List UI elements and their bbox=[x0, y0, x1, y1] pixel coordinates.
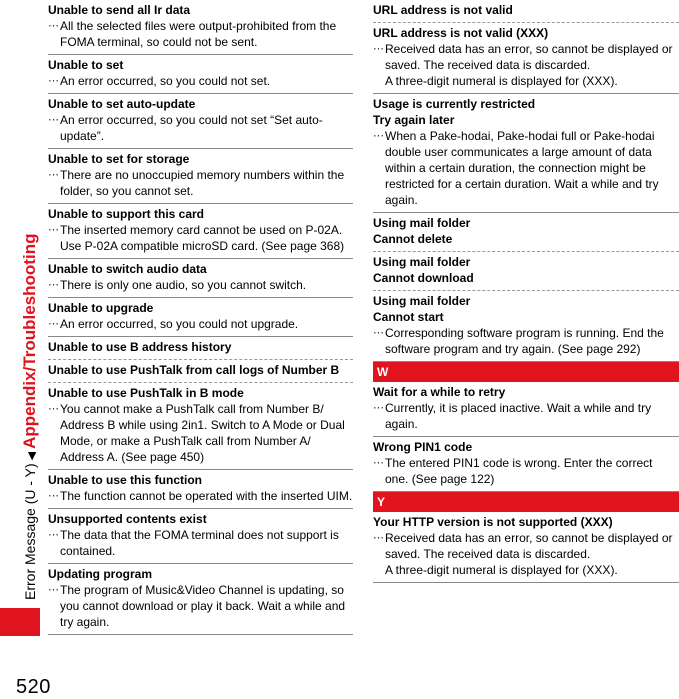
description-line: ⋯ There is only one audio, so you cannot switch. bbox=[60, 278, 307, 292]
entry bbox=[373, 382, 679, 437]
side-tab bbox=[0, 0, 51, 698]
entry bbox=[48, 94, 353, 149]
description-line: ⋯ An error occurred, so you could not set “Set auto-update”. bbox=[60, 113, 323, 143]
entry-title: URL address is not valid (XXX) bbox=[373, 26, 549, 40]
description-line: ⋯ Received data has an error, so cannot be displayed or saved. The received data is discarded. bbox=[385, 42, 673, 72]
entry-title: Unable to support this card bbox=[48, 207, 205, 221]
entry-description bbox=[373, 325, 679, 357]
side-red-bar bbox=[0, 608, 40, 636]
left-column bbox=[48, 0, 353, 635]
entry-title: Unable to send all Ir data bbox=[48, 3, 191, 17]
entry bbox=[48, 204, 353, 259]
entry bbox=[48, 55, 353, 94]
entry-title: Unable to switch audio data bbox=[48, 262, 207, 276]
description-line: ⋯ An error occurred, so you could not upgrade. bbox=[60, 317, 299, 331]
entry-title: Cannot delete bbox=[373, 232, 453, 246]
description-line: ⋯ You cannot make a PushTalk call from Number B/ Address B while using 2in1. Switch to A Mode or Dual Mode, or make a PushTalk call from Number A/ Address A. (See page 450) bbox=[60, 402, 345, 464]
entry-title: Unable to use PushTalk from call logs of Number B bbox=[48, 363, 340, 377]
entry-title: Using mail folder bbox=[373, 294, 471, 308]
description-line: ⋯ Received data has an error, so cannot be displayed or saved. The received data is discarded. bbox=[385, 531, 673, 561]
entry-description bbox=[373, 400, 679, 432]
right-column bbox=[373, 0, 679, 583]
entry-description bbox=[48, 112, 353, 144]
entry-title: Unable to use PushTalk in B mode bbox=[48, 386, 244, 400]
entry-description bbox=[48, 18, 353, 50]
entry-description bbox=[48, 222, 353, 254]
breadcrumb: Error Message (U - Y) bbox=[22, 463, 38, 600]
entry-title: Your HTTP version is not supported (XXX) bbox=[373, 515, 613, 529]
section-band-y: Y bbox=[373, 492, 679, 512]
entry-description bbox=[48, 401, 353, 465]
entry bbox=[48, 0, 353, 55]
entry-title: Using mail folder bbox=[373, 216, 471, 230]
entry-title: Unable to use B address history bbox=[48, 340, 232, 354]
entry-title: Cannot download bbox=[373, 271, 474, 285]
entry bbox=[373, 94, 679, 213]
description-line: A three-digit numeral is displayed for (XXX). bbox=[385, 74, 618, 88]
side-heading bbox=[20, 234, 42, 600]
entry-title: Try again later bbox=[373, 113, 455, 127]
entry-title: Wait for a while to retry bbox=[373, 385, 506, 399]
entry bbox=[48, 470, 353, 509]
entry-title: Updating program bbox=[48, 567, 152, 581]
description-line: ⋯ When a Pake-hodai, Pake-hodai full or Pake-hodai double user communicates a large amount of data within a certain duration, the connection might be restricted for a certain duration. Wait a while and try again. bbox=[385, 129, 659, 207]
description-line: ⋯ The inserted memory card cannot be used on P-02A. Use P-02A compatible microSD card. (See page 368) bbox=[60, 223, 345, 253]
entry bbox=[373, 252, 679, 291]
description-line: ⋯ The program of Music&Video Channel is updating, so you cannot download or play it back. Wait a while and try again. bbox=[60, 583, 346, 629]
entry-title: Unable to set bbox=[48, 58, 124, 72]
entry bbox=[48, 149, 353, 204]
entry-description bbox=[48, 73, 353, 89]
entry-description bbox=[373, 41, 679, 89]
entry bbox=[373, 23, 679, 94]
entry bbox=[48, 259, 353, 298]
entry bbox=[48, 564, 353, 635]
entry-title: Unable to set for storage bbox=[48, 152, 190, 166]
entry-title: Unable to upgrade bbox=[48, 301, 154, 315]
section-band-w: W bbox=[373, 362, 679, 382]
entry bbox=[48, 298, 353, 337]
description-line: ⋯ An error occurred, so you could not set. bbox=[60, 74, 271, 88]
entry bbox=[373, 291, 679, 362]
entry-description bbox=[48, 527, 353, 559]
entry-title: Wrong PIN1 code bbox=[373, 440, 473, 454]
entry bbox=[373, 213, 679, 252]
description-line: ⋯ All the selected files were output-prohibited from the FOMA terminal, so could not be sent. bbox=[60, 19, 337, 49]
description-line: A three-digit numeral is displayed for (XXX). bbox=[385, 563, 618, 577]
entry bbox=[373, 0, 679, 23]
description-line: ⋯ The function cannot be operated with the inserted UIM. bbox=[60, 489, 353, 503]
entry-title: URL address is not valid bbox=[373, 3, 513, 17]
entry-title: Cannot start bbox=[373, 310, 444, 324]
description-line: ⋯ There are no unoccupied memory numbers within the folder, so you cannot set. bbox=[60, 168, 345, 198]
description-line: ⋯ The entered PIN1 code is wrong. Enter the correct one. (See page 122) bbox=[385, 456, 653, 486]
entry bbox=[48, 509, 353, 564]
entry-description bbox=[48, 316, 353, 332]
entry bbox=[373, 437, 679, 492]
entry-description bbox=[48, 277, 353, 293]
entry bbox=[48, 337, 353, 360]
section-title: Appendix/Troubleshooting bbox=[20, 233, 39, 449]
entry bbox=[48, 360, 353, 383]
entry-description bbox=[48, 488, 353, 504]
entry-title: Unable to set auto-update bbox=[48, 97, 196, 111]
entry-description bbox=[48, 167, 353, 199]
entry-title: Unsupported contents exist bbox=[48, 512, 207, 526]
page-number: 520 bbox=[16, 676, 51, 698]
entry-description bbox=[373, 530, 679, 578]
entry-description bbox=[48, 582, 353, 630]
entry bbox=[48, 383, 353, 470]
description-line: ⋯ Currently, it is placed inactive. Wait a while and try again. bbox=[385, 401, 652, 431]
entry-title: Usage is currently restricted bbox=[373, 97, 536, 111]
description-line: ⋯ The data that the FOMA terminal does not support is contained. bbox=[60, 528, 339, 558]
entry bbox=[373, 512, 679, 583]
entry-title: Using mail folder bbox=[373, 255, 471, 269]
description-line: ⋯ Corresponding software program is running. End the software program and try again. (See page 292) bbox=[385, 326, 664, 356]
entry-description bbox=[373, 128, 679, 208]
entry-title: Unable to use this function bbox=[48, 473, 203, 487]
triangle-icon: ◀ bbox=[26, 451, 38, 461]
entry-description bbox=[373, 455, 679, 487]
